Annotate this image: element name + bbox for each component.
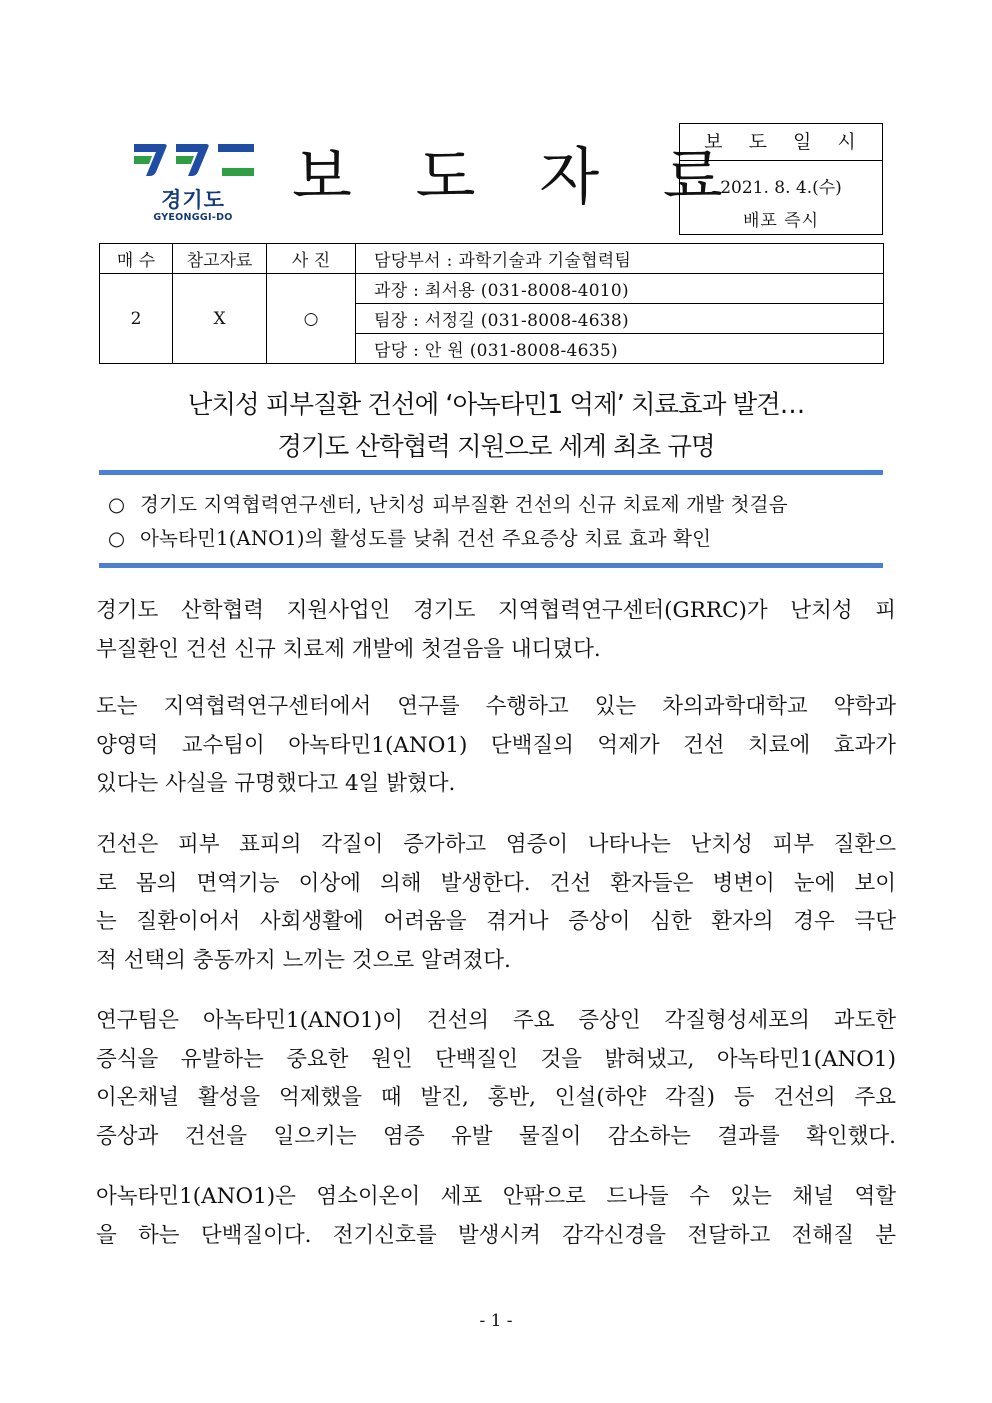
gyeonggi-logo-mark-icon xyxy=(130,138,256,184)
summary-item xyxy=(108,523,711,551)
body-paragraph xyxy=(96,1002,896,1156)
body-line: 는 질환이어서 사회생활에 어려움을 겪거나 증상이 심한 환자의 경우 극단 xyxy=(96,909,896,934)
info-table xyxy=(99,243,884,364)
page-number: - 1 - xyxy=(479,1311,513,1331)
body-paragraph xyxy=(96,688,896,804)
headline-line-2: 경기도 산학협력 지원으로 세계 최초 규명 xyxy=(277,432,715,462)
release-date-header: 보 도 일 시 xyxy=(680,124,882,161)
body-line: 아녹타민1(ANO1)은 염소이온이 세포 안팎으로 드나들 수 있는 채널 역할 xyxy=(96,1184,896,1209)
body-line: 부질환인 건선 신규 치료제 개발에 첫걸음을 내디뎠다. xyxy=(96,636,601,662)
gyeonggi-logo xyxy=(130,138,256,230)
logo-bar-bottom xyxy=(222,168,254,176)
contact-staff: 담당 : 안 원 (031-8008-4635) xyxy=(356,334,884,364)
body-line: 도는 지역협력연구센터에서 연구를 수행하고 있는 차의과학대학교 약학과 xyxy=(96,694,896,719)
logo-english-text: GYEONGGI-DO xyxy=(153,212,233,223)
circle-bullet-icon: ○ xyxy=(108,527,126,550)
logo-korean-text: 경기도 xyxy=(161,188,225,212)
info-table-header-row xyxy=(100,244,884,274)
press-release-title: 보 도 자 료 xyxy=(292,140,745,213)
body-line: 이온채널 활성을 억제했을 때 발진, 홍반, 인설(하얀 각질) 등 건선의 주요 xyxy=(96,1085,896,1110)
summary-top-rule xyxy=(99,470,883,475)
headline-line-1: 난치성 피부질환 건선에 ‘아녹타민1 억제’ 치료효과 발견… xyxy=(187,390,805,420)
release-date-box xyxy=(679,123,883,235)
contact-director: 과장 : 최서용 (031-8008-4010) xyxy=(356,274,884,304)
value-pages: 2 xyxy=(100,274,173,364)
header-photo: 사 진 xyxy=(267,244,356,274)
value-reference: X xyxy=(173,274,267,364)
body-line: 양영덕 교수팀이 아녹타민1(ANO1) 단백질의 억제가 건선 치료에 효과가 xyxy=(96,732,896,758)
summary-item xyxy=(108,489,788,517)
header-pages: 매 수 xyxy=(100,244,173,274)
body-paragraph xyxy=(96,826,896,980)
department: 담당부서 : 과학기술과 기술협력팀 xyxy=(356,244,884,274)
header-reference: 참고자료 xyxy=(173,244,267,274)
summary-bottom-rule xyxy=(99,563,883,568)
circle-bullet-icon: ○ xyxy=(108,493,126,516)
body-line: 을 하는 단백질이다. 전기신호를 발생시켜 감각신경을 전달하고 전해질 분 xyxy=(96,1222,896,1248)
body-line: 적 선택의 충동까지 느끼는 것으로 알려졌다. xyxy=(96,947,511,973)
logo-bar-top xyxy=(218,144,254,152)
contact-team-lead: 팀장 : 서정길 (031-8008-4638) xyxy=(356,304,884,334)
release-timing: 배포 즉시 xyxy=(742,211,820,231)
summary-text: 경기도 지역협력연구센터, 난치성 피부질환 건선의 신규 치료제 개발 첫걸음 xyxy=(140,493,788,516)
body-line: 건선은 피부 표피의 각질이 증가하고 염증이 나타나는 난치성 피부 질환으 xyxy=(96,832,896,857)
body-line: 있다는 사실을 규명했다고 4일 밝혔다. xyxy=(96,771,456,796)
body-line: 경기도 산학협력 지원사업인 경기도 지역협력연구센터(GRRC)가 난치성 피 xyxy=(96,598,896,623)
body-paragraph xyxy=(96,1178,896,1255)
logo-green-2 xyxy=(176,156,194,164)
body-line: 연구팀은 아녹타민1(ANO1)이 건선의 주요 증상인 각질형성세포의 과도한 xyxy=(96,1008,896,1033)
body-line: 증식을 유발하는 중요한 원인 단백질인 것을 밝혀냈고, 아녹타민1(ANO1) xyxy=(96,1046,896,1072)
value-photo: ○ xyxy=(267,274,356,364)
body-paragraph xyxy=(96,592,896,669)
logo-green-1 xyxy=(134,156,152,164)
info-table-row xyxy=(100,274,884,304)
summary-text: 아녹타민1(ANO1)의 활성도를 낮춰 건선 주요증상 치료 효과 확인 xyxy=(140,527,712,550)
body-line: 증상과 건선을 일으키는 염증 유발 물질이 감소하는 결과를 확인했다. xyxy=(96,1123,896,1149)
body-line: 로 몸의 면역기능 이상에 의해 발생한다. 건선 환자들은 병변이 눈에 보이 xyxy=(96,870,896,896)
release-date: 2021. 8. 4.(수) xyxy=(720,178,842,198)
